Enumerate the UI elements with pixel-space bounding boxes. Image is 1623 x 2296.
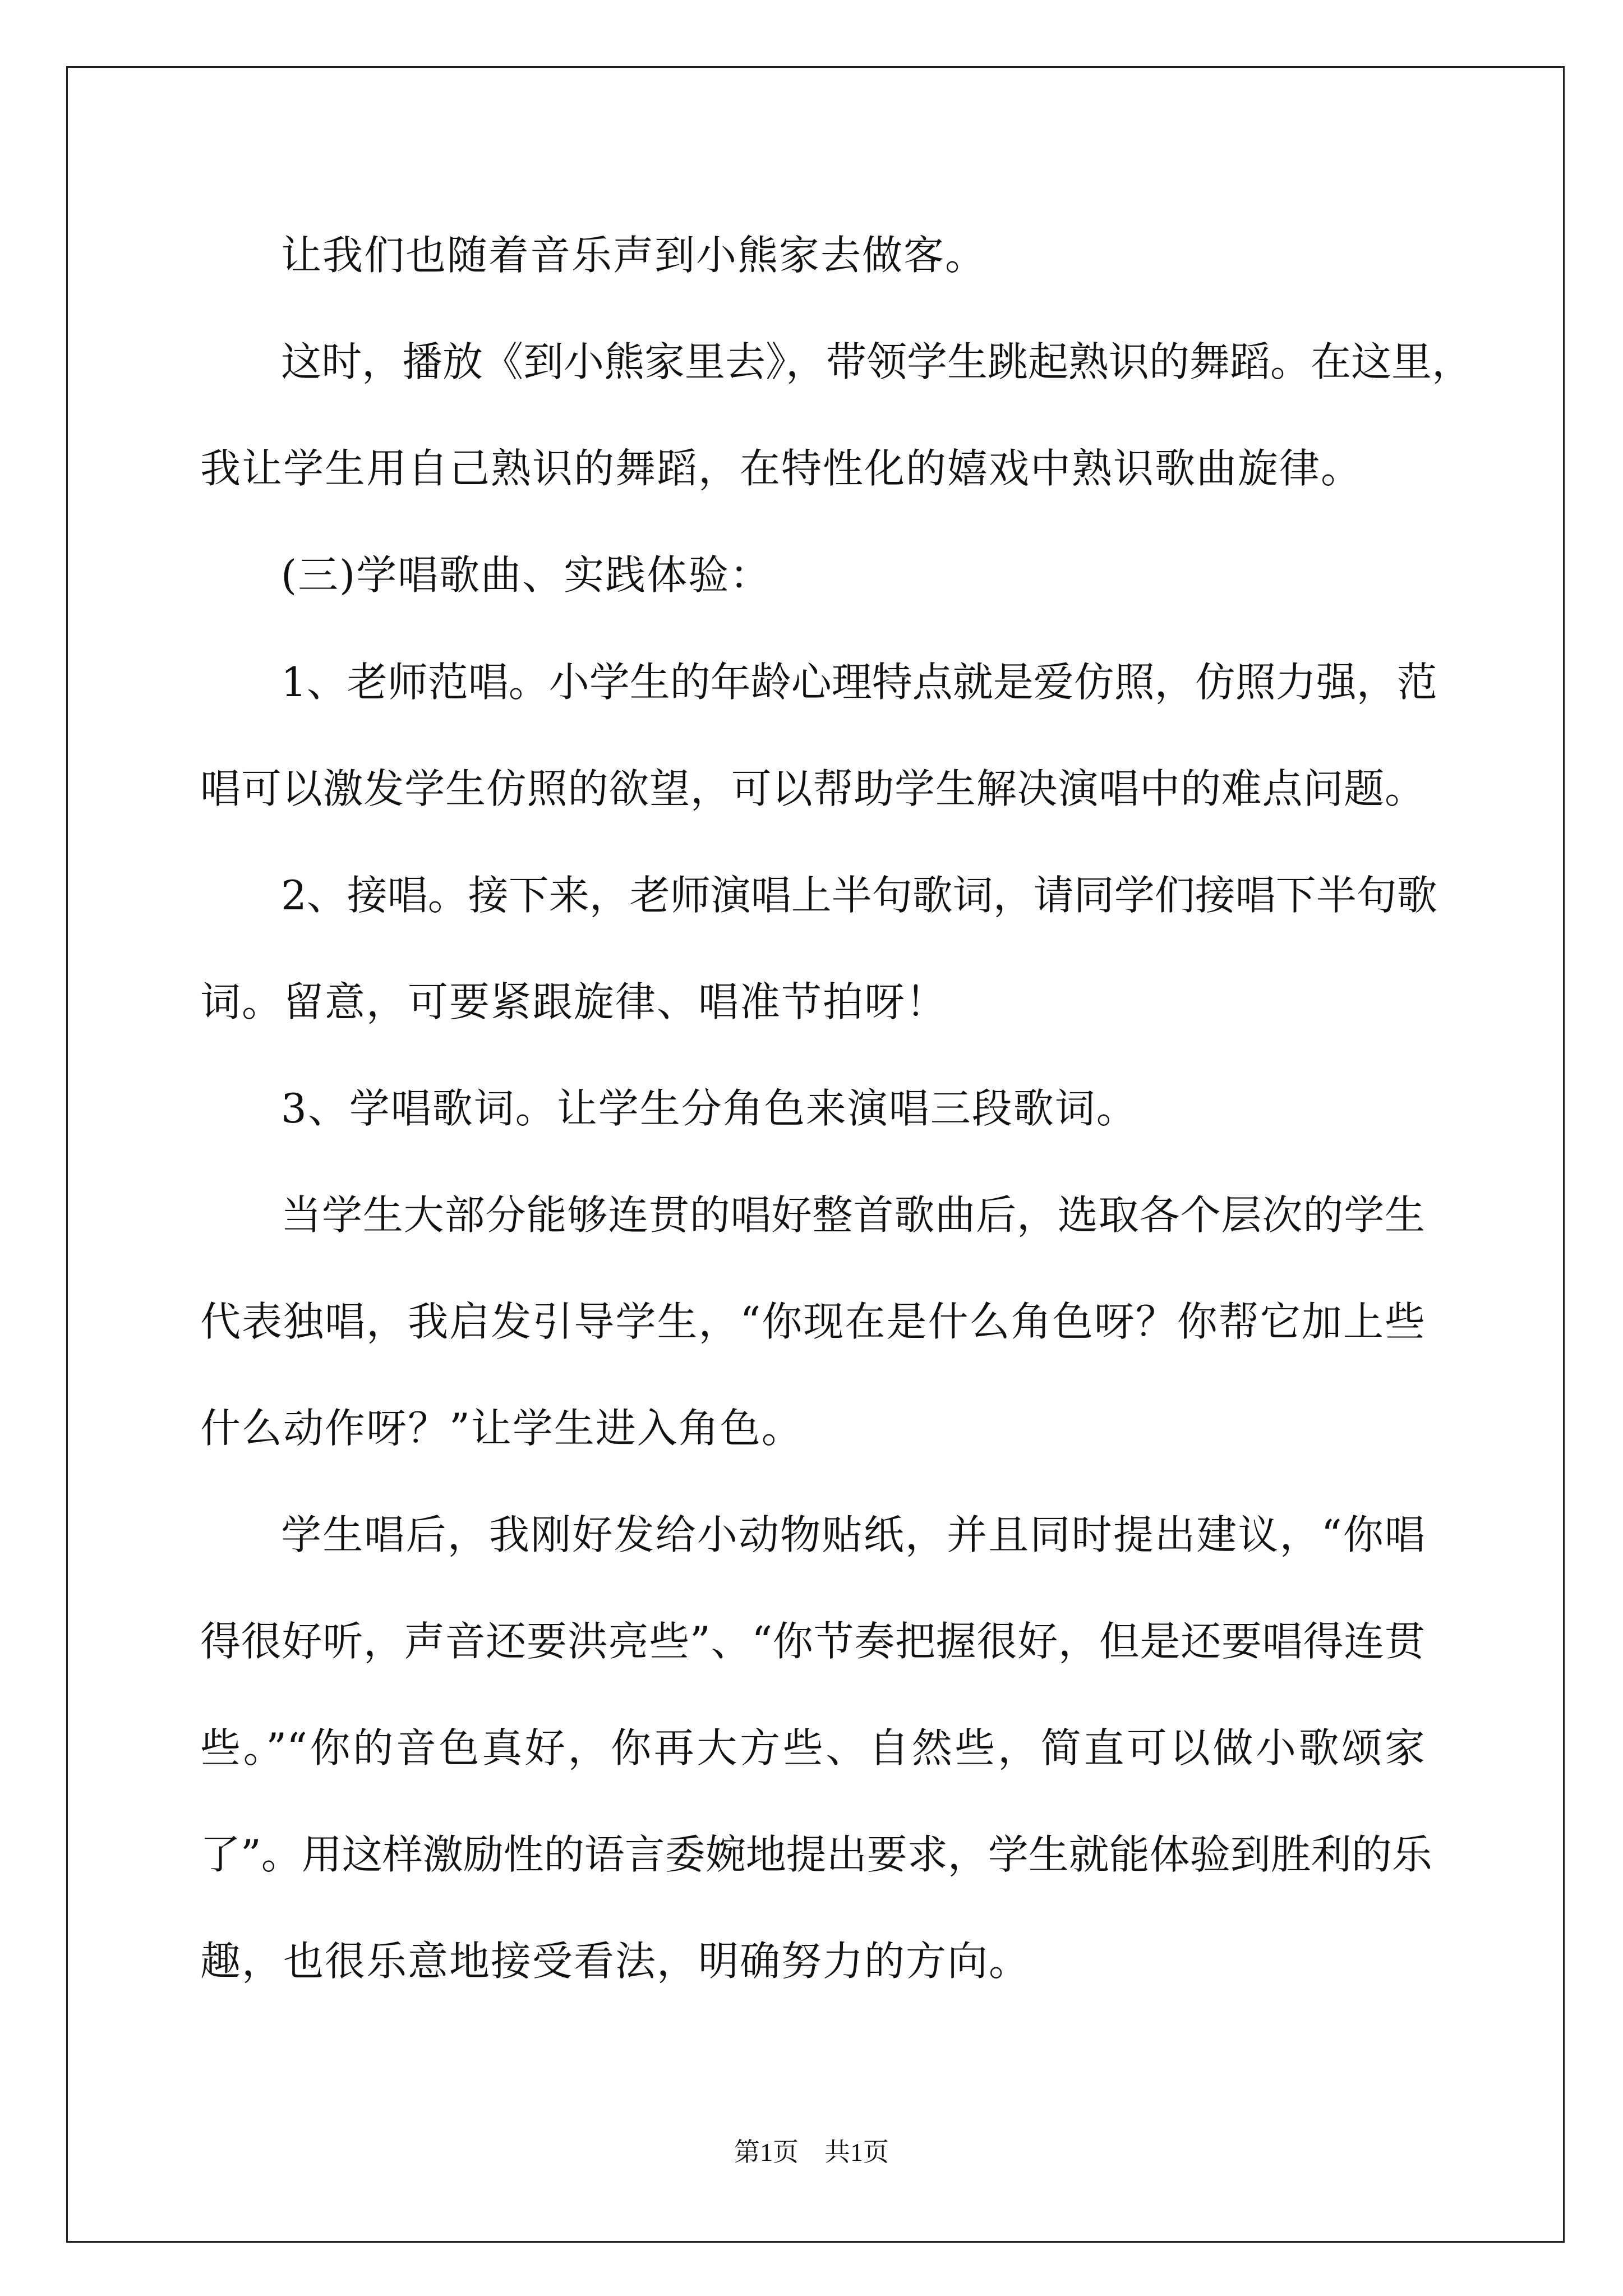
text-line: 这时，播放《到小熊家里去》，带领学生跳起熟识的舞蹈。在这里， [281,338,1473,385]
text-line: 2、接唱。接下来，老师演唱上半句歌词，请同学们接唱下半句歌 [281,872,1437,919]
text-line: 3、学唱歌词。让学生分角色来演唱三段歌词。 [281,1085,1138,1132]
text-line: 趣，也很乐意地接受看法，明确努力的方向。 [200,1938,1031,1985]
text-line: 代表独唱，我启发引导学生，“你现在是什么角色呀？你帮它加上些 [200,1298,1425,1345]
page-number-footer: 第1页 共1页 [734,2138,889,2166]
text-line: 让我们也随着音乐声到小熊家去做客。 [281,232,987,279]
text-line: 唱可以激发学生仿照的欲望，可以帮助学生解决演唱中的难点问题。 [200,765,1425,812]
text-line: 学生唱后，我刚好发给小动物贴纸，并且同时提出建议，“你唱 [281,1511,1425,1558]
text-line: 当学生大部分能够连贯的唱好整首歌曲后，选取各个层次的学生 [281,1191,1425,1239]
text-line: 些。”“你的音色真好，你再大方些、自然些，简直可以做小歌颂家 [200,1724,1425,1772]
text-line: 什么动作呀？”让学生进入角色。 [200,1405,803,1452]
text-line: (三)学唱歌曲、实践体验： [281,551,772,599]
text-line: 词。留意，可要紧跟旋律、唱准节拍呀！ [200,978,948,1025]
text-line: 了”。用这样激励性的语言委婉地提出要求，学生就能体验到胜利的乐 [200,1831,1432,1878]
text-line: 1、老师范唱。小学生的年龄心理特点就是爱仿照，仿照力强，范 [281,659,1437,706]
text-line: 我让学生用自己熟识的舞蹈，在特性化的嬉戏中熟识歌曲旋律。 [200,445,1363,492]
text-line: 得很好听，声音还要洪亮些”、“你节奏把握很好，但是还要唱得连贯 [200,1618,1425,1665]
